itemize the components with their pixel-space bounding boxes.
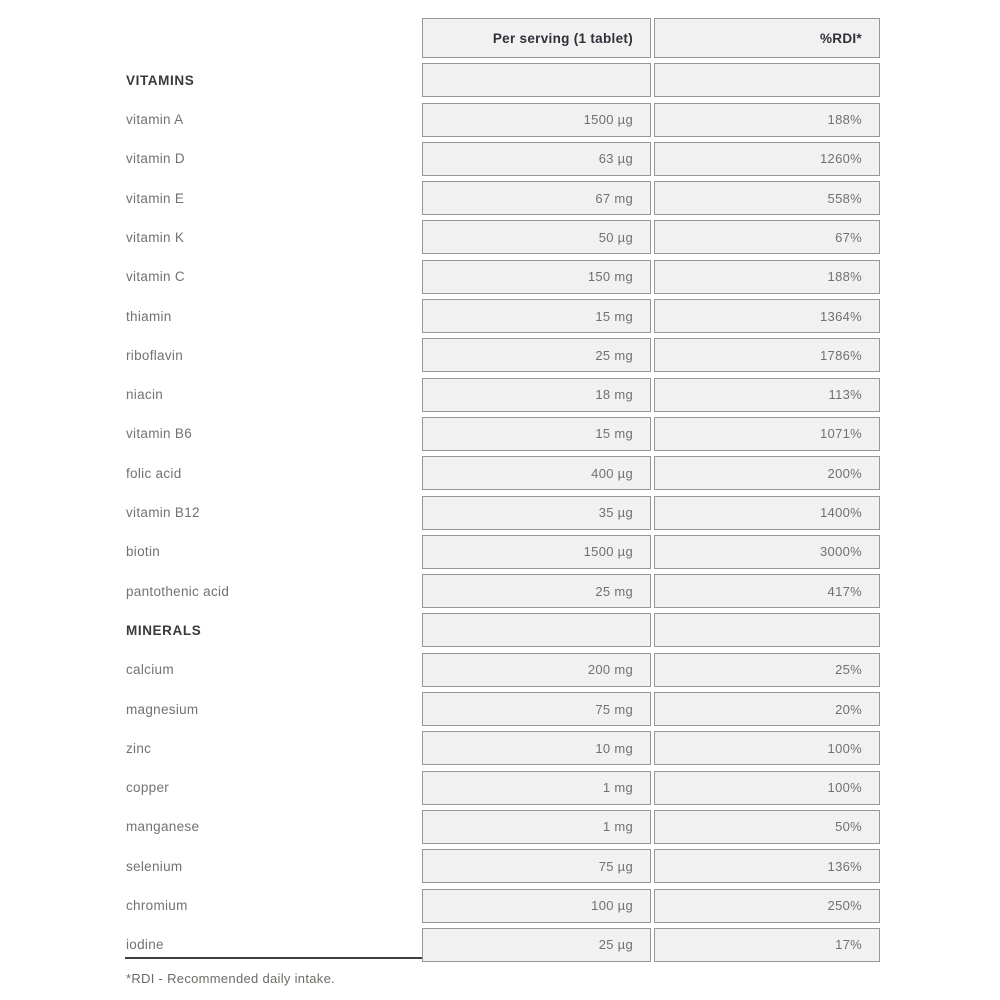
rdi-value: 25% xyxy=(654,653,880,687)
rdi-footnote: *RDI - Recommended daily intake. xyxy=(126,971,336,986)
table-bottom-rule xyxy=(125,957,422,959)
per-serving-value: 1 mg xyxy=(422,810,651,844)
rdi-value: 1400% xyxy=(654,496,880,530)
per-serving-value: 25 µg xyxy=(422,928,651,962)
row-label: chromium xyxy=(126,898,188,914)
rdi-value: 250% xyxy=(654,889,880,923)
row-label: vitamin B6 xyxy=(126,426,193,442)
per-serving-value: 75 mg xyxy=(422,692,651,726)
row-label: niacin xyxy=(126,387,164,403)
empty-rdi-cell xyxy=(654,613,880,647)
rdi-value: 188% xyxy=(654,260,880,294)
per-serving-value: 1500 µg xyxy=(422,535,651,569)
rdi-value: 3000% xyxy=(654,535,880,569)
per-serving-value: 18 mg xyxy=(422,378,651,412)
rdi-value: 417% xyxy=(654,574,880,608)
per-serving-value: 1500 µg xyxy=(422,103,651,137)
row-label: magnesium xyxy=(126,701,199,717)
rdi-value: 100% xyxy=(654,731,880,765)
rdi-value: 17% xyxy=(654,928,880,962)
per-serving-value: 200 mg xyxy=(422,653,651,687)
rdi-value: 67% xyxy=(654,220,880,254)
row-label: vitamin B12 xyxy=(126,505,200,521)
row-label: vitamin K xyxy=(126,229,185,245)
rdi-value: 50% xyxy=(654,810,880,844)
row-label: biotin xyxy=(126,544,161,560)
rdi-value: 1260% xyxy=(654,142,880,176)
column-header-rdi: %RDI* xyxy=(654,18,880,58)
per-serving-value: 100 µg xyxy=(422,889,651,923)
row-label: pantothenic acid xyxy=(126,583,230,599)
per-serving-value: 1 mg xyxy=(422,771,651,805)
row-label: iodine xyxy=(126,937,164,953)
per-serving-value: 25 mg xyxy=(422,574,651,608)
per-serving-value: 10 mg xyxy=(422,731,651,765)
per-serving-value: 67 mg xyxy=(422,181,651,215)
per-serving-value: 35 µg xyxy=(422,496,651,530)
per-serving-value: 150 mg xyxy=(422,260,651,294)
row-label: vitamin C xyxy=(126,269,185,285)
row-label: selenium xyxy=(126,858,183,874)
row-label: riboflavin xyxy=(126,347,184,363)
rdi-value: 1364% xyxy=(654,299,880,333)
rdi-value: 20% xyxy=(654,692,880,726)
per-serving-value: 50 µg xyxy=(422,220,651,254)
row-label: vitamin A xyxy=(126,112,184,128)
per-serving-value: 75 µg xyxy=(422,849,651,883)
row-label: vitamin E xyxy=(126,190,185,206)
rdi-value: 136% xyxy=(654,849,880,883)
section-title: MINERALS xyxy=(126,622,202,638)
per-serving-value: 15 mg xyxy=(422,417,651,451)
column-header-per-serving: Per serving (1 tablet) xyxy=(422,18,651,58)
row-label: calcium xyxy=(126,662,174,678)
row-label: folic acid xyxy=(126,465,182,481)
per-serving-value: 15 mg xyxy=(422,299,651,333)
rdi-value: 113% xyxy=(654,378,880,412)
per-serving-value: 400 µg xyxy=(422,456,651,490)
rdi-value: 100% xyxy=(654,771,880,805)
empty-rdi-cell xyxy=(654,63,880,97)
row-label: vitamin D xyxy=(126,151,185,167)
row-label: copper xyxy=(126,780,170,796)
per-serving-value: 25 mg xyxy=(422,338,651,372)
rdi-value: 1786% xyxy=(654,338,880,372)
empty-per-serving-cell xyxy=(422,613,651,647)
row-label: thiamin xyxy=(126,308,172,324)
row-label: manganese xyxy=(126,819,200,835)
header-spacer-cell xyxy=(125,18,419,58)
supplement-facts-table xyxy=(125,18,880,962)
row-label: zinc xyxy=(126,740,152,756)
empty-per-serving-cell xyxy=(422,63,651,97)
rdi-value: 200% xyxy=(654,456,880,490)
rdi-value: 1071% xyxy=(654,417,880,451)
section-title: VITAMINS xyxy=(126,72,195,88)
per-serving-value: 63 µg xyxy=(422,142,651,176)
rdi-value: 558% xyxy=(654,181,880,215)
rdi-value: 188% xyxy=(654,103,880,137)
